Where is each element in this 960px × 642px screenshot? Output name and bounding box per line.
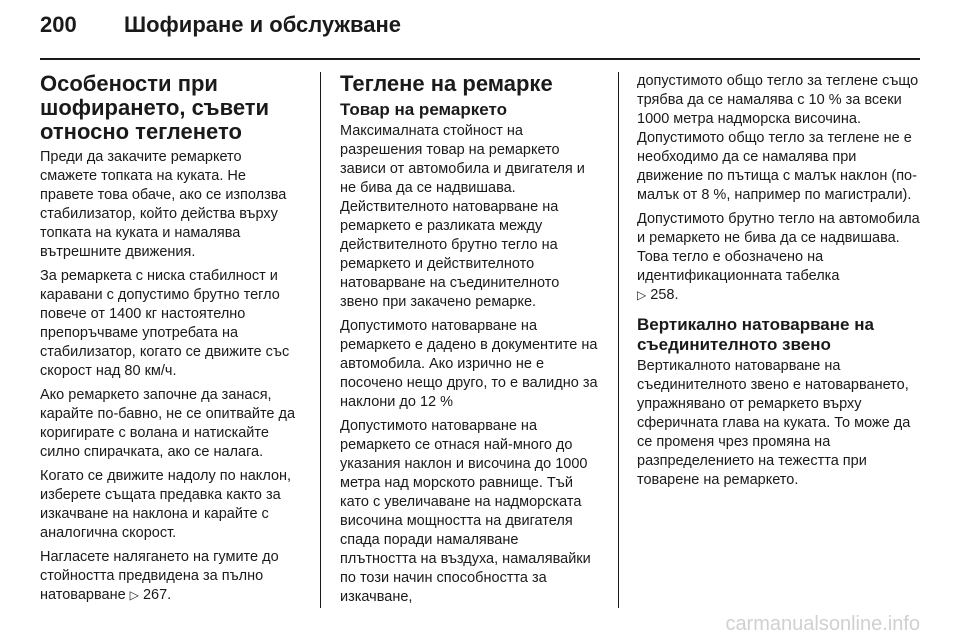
column-divider [320, 72, 321, 608]
page-reference: 267. [142, 587, 172, 603]
paragraph-text: Нагласете налягането на гумите до стойността предвидена за пълно натоварване [40, 549, 279, 603]
section-heading: Теглене на ремарке [340, 71, 553, 96]
page-reference: 258. [650, 287, 679, 303]
section-heading: Особености при шофирането, съвети относно тегленето [40, 71, 270, 144]
column-right [637, 72, 920, 495]
page-number: 200 [40, 12, 77, 37]
header-divider [40, 58, 920, 60]
column-middle [340, 72, 598, 612]
paragraph: Вертикалното натоварване на съединителното звено е натоварването, упражнявано от ремаркето върху сферичната глава на куката. То може да се променя чрез промяна на разпределението на тежестта при товарене на ремаркето. [637, 358, 911, 488]
arrow-ref-icon: ▷ [129, 588, 139, 602]
subsection-heading: Вертикално натоварване на съединителното звено [637, 315, 874, 354]
column-divider [618, 72, 619, 608]
page-header [40, 12, 401, 52]
paragraph: Максималната стойност на разрешения товар на ремаркето зависи от автомобила и двигателя и не бива да се надвишава. Действителното натоварване на ремаркето е разликата между действителното брутно тегло на ремаркето и действителното натоварване на съединителното звено при закачено ремарке. [340, 123, 585, 310]
page-reference-link[interactable] [130, 587, 172, 603]
paragraph: Допустимото натоварване на ремаркето се отнася най-много до указания наклон и височина до 1000 метра над морското равнище. Тъй като с увеличаване на надморската височина мощността на двигателя спада поради намаляване плътността на въздуха, намалявайки по този начин способността за изкачване, [340, 418, 591, 605]
paragraph: Когато се движите надолу по наклон, изберете същата предавка както за изкачване на наклона и карайте с аналогична скорост. [40, 468, 292, 541]
paragraph-text: Допустимото брутно тегло на автомобила и ремаркето не бива да се надвишава. Това тегло е обозначено на идентификационната табелка [637, 211, 920, 284]
paragraph [40, 548, 300, 605]
paragraph: Допустимото натоварване на ремаркето е дадено в документите на автомобила. Ако изрично не е посочено нещо друго, то е валидно за наклони до 12 % [340, 318, 598, 410]
watermark: carmanualsonline.info [725, 613, 920, 635]
paragraph [637, 210, 920, 305]
arrow-ref-icon: ▷ [637, 288, 647, 302]
paragraph: допустимото общо тегло за теглене също трябва да се намалява с 10 % за всеки 1000 метра надморска височина. Допустимото общо тегло за теглене не е необходимо да се намалява при движение по пътища с малък наклон (по-малък от 8 %, например по магистрали). [637, 73, 919, 203]
column-left [40, 72, 300, 610]
page-reference-link[interactable] [637, 287, 679, 303]
paragraph: Преди да закачите ремаркето смажете топката на куката. Не правете това обаче, ако се използва стабилизатор, който действа върху топката на куката и намалява вътрешните движения. [40, 149, 287, 260]
paragraph: За ремаркета с ниска стабилност и каравани с допустимо брутно тегло повече от 1400 кг настоятелно препоръчваме употребата на стабилизатор, когато се движите със скорост над 80 км/ч. [40, 268, 290, 379]
chapter-title: Шофиране и обслужване [124, 12, 402, 37]
paragraph: Ако ремаркето започне да занася, карайте по-бавно, не се опитвайте да коригирате с волана и натискайте силно спирачката, ако се налага. [40, 387, 296, 460]
subsection-heading: Товар на ремаркето [340, 100, 507, 119]
